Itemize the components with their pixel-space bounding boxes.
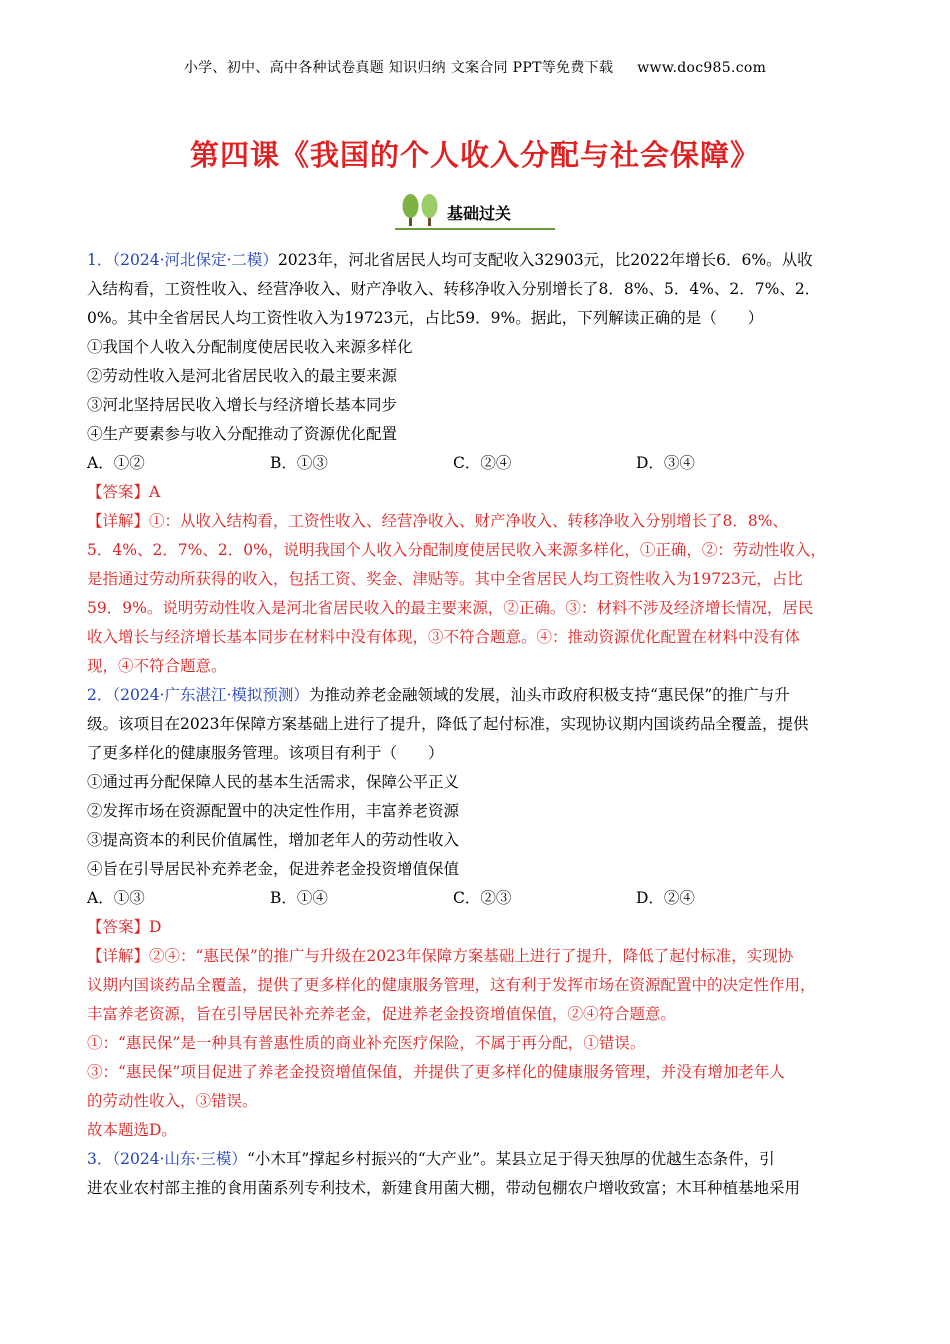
- q2-item: ②发挥市场在资源配置中的决定性作用，丰富养老资源: [87, 802, 460, 820]
- q1-item: ④生产要素参与收入分配推动了资源优化配置: [87, 425, 398, 443]
- page-title: 第四课《我国的个人收入分配与社会保障》: [189, 138, 760, 172]
- q1-stem-line: 入结构看，工资性收入、经营净收入、财产净收入、转移净收入分别增长了8．8%、5．4%、2．7%、2．: [87, 280, 821, 298]
- q2-option-b: B．①④: [270, 889, 328, 907]
- q3-stem-line: 进农业农村部主推的食用菌系列专利技术，新建食用菌大棚，带动包棚农户增收致富；木耳种植基地采用: [87, 1179, 801, 1197]
- q1-detail-line: 是指通过劳动所获得的收入，包括工资、奖金、津贴等。其中全省居民人均工资性收入为19723元，占比: [87, 570, 803, 588]
- q3-source: （2024·山东·三模）: [112, 1150, 247, 1168]
- q1-option-c: C．②④: [453, 454, 512, 472]
- q3-stem-line: 3．（2024·山东·三模）“小木耳”撑起乡村振兴的“大产业”。某县立足于得天独厚的优越生态条件，引: [87, 1150, 775, 1168]
- q1-stem-line: 1．（2024·河北保定·二模）2023年，河北省居民人均可支配收入32903元，比2022年增长6．6%。从收: [87, 251, 813, 269]
- q2-detail-line: 【详解】②④：“惠民保”的推广与升级在2023年保障方案基础上进行了提升，降低了起付标准，实现协: [87, 947, 794, 965]
- q1-item: ②劳动性收入是河北省居民收入的最主要来源: [87, 367, 398, 385]
- q2-item: ④旨在引导居民补充养老金，促进养老金投资增值保值: [87, 860, 460, 878]
- header-site[interactable]: www.doc985.com: [637, 60, 767, 76]
- q1-detail-line: 现，④不符合题意。: [87, 657, 227, 675]
- q2-option-c: C．②③: [453, 889, 512, 907]
- q1-answer: 【答案】A: [87, 483, 161, 501]
- content: [87, 246, 867, 1203]
- q1-stem-line: 0%。其中全省居民人均工资性收入为19723元，占比59．9%。据此，下列解读正确的是（ ）: [87, 309, 764, 327]
- q2-answer: 【答案】D: [87, 918, 162, 936]
- q2-detail-line: 故本题选D。: [87, 1121, 177, 1139]
- q2-stem-line: 级。该项目在2023年保障方案基础上进行了提升，降低了起付标准，实现协议期内国谈药品全覆盖，提供: [87, 715, 809, 733]
- q2-source: （2024·广东湛江·模拟预测）: [112, 686, 309, 704]
- q2-stem-line: 2．（2024·广东湛江·模拟预测）为推动养老金融领域的发展，汕头市政府积极支持“惠民保”的推广与升: [87, 686, 790, 704]
- q2-detail-line: ③：“惠民保”项目促进了养老金投资增值保值，并提供了更多样化的健康服务管理，并没有增加老年人: [87, 1063, 785, 1081]
- q1-option-d: D．③④: [636, 454, 695, 472]
- q1-detail-line: 59．9%。说明劳动性收入是河北省居民收入的最主要来源，②正确。③：材料不涉及经济增长情况，居民: [87, 599, 814, 617]
- section-badge: [395, 190, 555, 232]
- q1-options: [87, 449, 867, 478]
- q1-detail-line: 收入增长与经济增长基本同步在材料中没有体现，③不符合题意。④：推动资源优化配置在材料中没有体: [87, 628, 801, 646]
- tree-icon: [395, 190, 445, 230]
- page-header: [0, 57, 950, 77]
- q1-detail-line: 5．4%、2．7%、2．0%，说明我国个人收入分配制度使居民收入来源多样化，①正确，②：劳动性收入，: [87, 541, 826, 559]
- header-text: 小学、初中、高中各种试卷真题 知识归纳 文案合同 PPT等免费下载: [183, 60, 614, 76]
- badge-underline: [395, 228, 555, 230]
- q2-options: [87, 884, 867, 913]
- q2-item: ①通过再分配保障人民的基本生活需求，保障公平正义: [87, 773, 460, 791]
- q1-option-b: B．①③: [270, 454, 328, 472]
- q2-detail-line: 议期内国谈药品全覆盖，提供了更多样化的健康服务管理，这有利于发挥市场在资源配置中的决定性作用，: [87, 976, 816, 994]
- q1-item: ③河北坚持居民收入增长与经济增长基本同步: [87, 396, 398, 414]
- q1-item: ①我国个人收入分配制度使居民收入来源多样化: [87, 338, 413, 356]
- q2-option-d: D．②④: [636, 889, 695, 907]
- q2-stem-line: 了更多样化的健康服务管理。该项目有利于（ ）: [87, 744, 444, 762]
- q1-source: （2024·河北保定·二模）: [112, 251, 278, 269]
- q2-detail-line: 的劳动性收入，③错误。: [87, 1092, 258, 1110]
- q2-detail-line: ①：“惠民保”是一种具有普惠性质的商业补充医疗保险，不属于再分配，①错误。: [87, 1034, 646, 1052]
- badge-label: 基础过关: [447, 204, 512, 223]
- q2-detail-line: 丰富养老资源，旨在引导居民补充养老金，促进养老金投资增值保值，②④符合题意。: [87, 1005, 677, 1023]
- q2-item: ③提高资本的利民价值属性，增加老年人的劳动性收入: [87, 831, 460, 849]
- q1-option-a: A．①②: [87, 454, 145, 472]
- q2-option-a: A．①③: [87, 889, 145, 907]
- q1-detail-line: 【详解】①：从收入结构看，工资性收入、经营净收入、财产净收入、转移净收入分别增长了8．8%、: [87, 512, 788, 530]
